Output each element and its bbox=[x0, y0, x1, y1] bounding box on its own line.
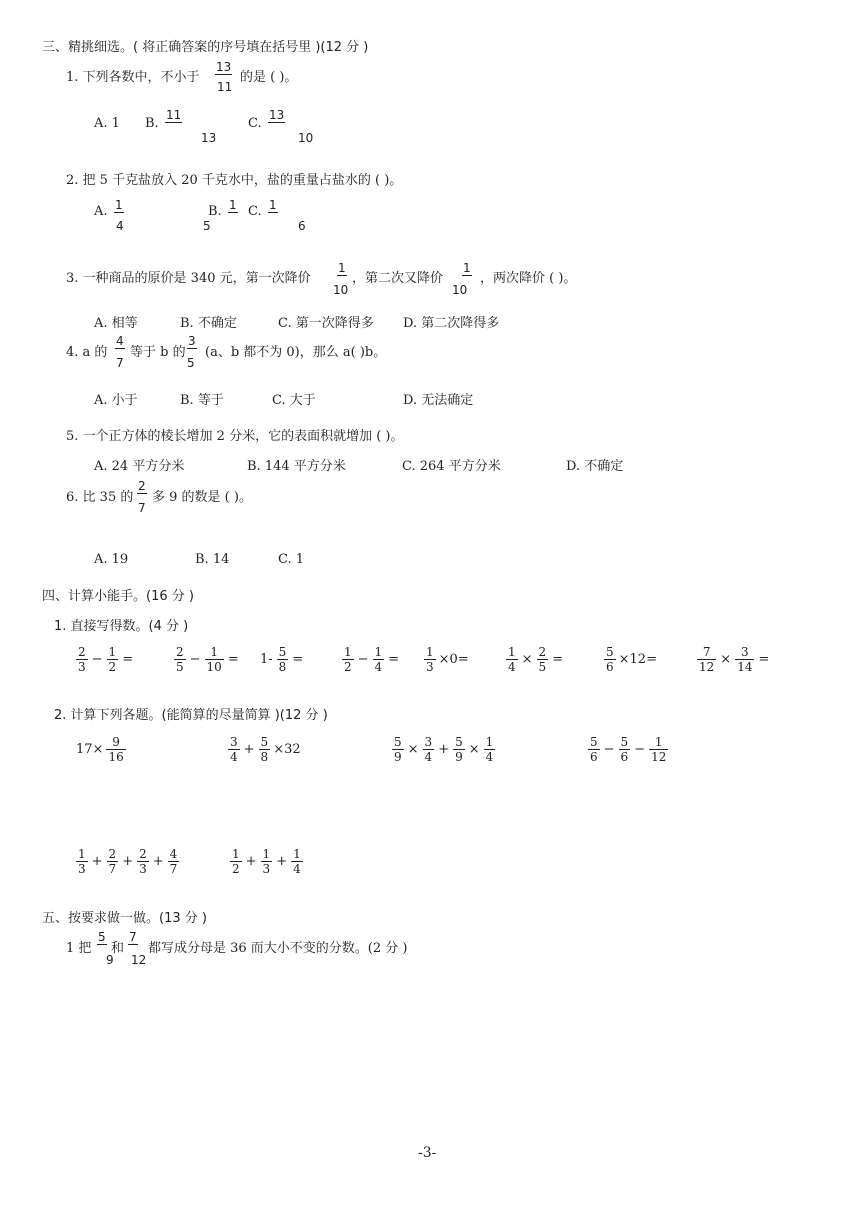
calc-expr-8: $\frac{7}{12}$ × $\frac{3}{14}$ = bbox=[699, 645, 770, 674]
calc-expr-1: $\frac{2}{3}$ − $\frac{1}{2}$ = bbox=[78, 645, 134, 674]
calc2-expr-6: $\frac{1}{2}$ + $\frac{1}{3}$ + $\frac{1}{4}$ bbox=[232, 847, 301, 876]
q1-option-a: A. 1 bbox=[94, 116, 120, 131]
q4-f1-den: 7 bbox=[116, 356, 124, 370]
q3-f2-num: 1 bbox=[463, 261, 471, 275]
calc-expr-7: $\frac{5}{6}$ ×12= bbox=[606, 645, 657, 674]
s5-f1-num: 5 bbox=[98, 930, 106, 944]
q6-text-post: 多 9 的数是 ( )。 bbox=[152, 490, 252, 505]
section-5-title: 五、按要求做一做。(13 分 ) bbox=[42, 911, 207, 926]
page-number: -3- bbox=[418, 1145, 437, 1161]
q3-option-d: D. 第二次降得多 bbox=[403, 316, 500, 331]
calc2-expr-1: 17× $\frac{9}{16}$ bbox=[76, 735, 124, 764]
q3-text-mid: ，第二次又降价 bbox=[352, 271, 444, 286]
question-2: 2. 把 5 千克盐放入 20 千克水中，盐的重量占盐水的 ( )。 bbox=[66, 173, 403, 188]
q3-f2-den: 10 bbox=[452, 283, 468, 297]
q4-f2-num: 3 bbox=[188, 334, 196, 348]
calc-expr-3: 1- $\frac{5}{8}$ = bbox=[260, 645, 304, 674]
q2-a-den: 4 bbox=[116, 219, 124, 233]
q4-option-a: A. 小于 bbox=[94, 393, 138, 408]
q2-option-c: C. bbox=[248, 204, 262, 219]
q6-option-c: C. 1 bbox=[278, 552, 305, 567]
q4-f1-num: 4 bbox=[116, 334, 124, 348]
s5-q1-mid: 和 bbox=[111, 941, 125, 956]
q6-f-den: 7 bbox=[138, 501, 146, 515]
s4-part2-title: 2. 计算下列各题。(能简算的尽量简算 )(12 分 ) bbox=[54, 708, 328, 723]
q1-text-pre: 1. 下列各数中，不小于 bbox=[66, 70, 200, 85]
q2-c-den: 6 bbox=[298, 219, 306, 233]
q1-option-c: C. bbox=[248, 116, 262, 131]
q2-b-den: 5 bbox=[203, 219, 211, 233]
question-5: 5. 一个正方体的棱长增加 2 分米，它的表面积就增加 ( )。 bbox=[66, 429, 404, 444]
q1-option-b: B. bbox=[145, 116, 159, 131]
q4-option-c: C. 大于 bbox=[272, 393, 316, 408]
q1-frac-den: 11 bbox=[217, 80, 233, 94]
q4-text-post: (a、b 都不为 0)，那么 a( )b。 bbox=[205, 345, 387, 360]
q1-frac-num: 13 bbox=[216, 60, 232, 74]
q6-text-pre: 6. 比 35 的 bbox=[66, 490, 134, 505]
q1-c-den: 10 bbox=[298, 131, 314, 145]
s5-f1-den: 9 bbox=[106, 953, 114, 967]
calc-expr-5: $\frac{1}{3}$ ×0= bbox=[426, 645, 469, 674]
q6-option-a: A. 19 bbox=[94, 552, 129, 567]
q3-option-c: C. 第一次降得多 bbox=[278, 316, 374, 331]
s5-q1-post: 都写成分母是 36 而大小不变的分数。(2 分 ) bbox=[148, 941, 408, 956]
calc-expr-6: $\frac{1}{4}$ × $\frac{2}{5}$ = bbox=[508, 645, 564, 674]
calc2-expr-5: $\frac{1}{3}$ + $\frac{2}{7}$ + $\frac{2}{3}$ + $\frac{4}{7}$ bbox=[78, 847, 178, 876]
q5-option-d: D. 不确定 bbox=[566, 459, 624, 474]
section-4-title: 四、计算小能手。(16 分 ) bbox=[42, 589, 194, 604]
q4-f2-den: 5 bbox=[187, 356, 195, 370]
q6-f-num: 2 bbox=[138, 479, 146, 493]
q3-option-b: B. 不确定 bbox=[180, 316, 237, 331]
q2-option-b: B. bbox=[208, 204, 222, 219]
q4-text-mid: 等于 b 的 bbox=[130, 345, 186, 360]
q1-b-den: 13 bbox=[201, 131, 217, 145]
calc2-expr-3: $\frac{5}{9}$ × $\frac{3}{4}$ + $\frac{5}{9}$ × $\frac{1}{4}$ bbox=[394, 735, 494, 764]
s5-f2-num: 7 bbox=[129, 930, 137, 944]
q1-text-post: 的是 ( )。 bbox=[240, 70, 298, 85]
q3-f1-num: 1 bbox=[338, 261, 346, 275]
q1-b-num: 11 bbox=[166, 108, 182, 122]
s5-q1-pre: 1 把 bbox=[66, 941, 92, 956]
question-1 bbox=[66, 66, 200, 85]
q5-option-c: C. 264 平方分米 bbox=[402, 459, 501, 474]
calc-expr-4: $\frac{1}{2}$ − $\frac{1}{4}$ = bbox=[344, 645, 400, 674]
q4-text-pre: 4. a 的 bbox=[66, 345, 108, 360]
q5-option-a: A. 24 平方分米 bbox=[94, 459, 185, 474]
q2-a-num: 1 bbox=[115, 198, 123, 212]
q6-option-b: B. 14 bbox=[195, 552, 230, 567]
q2-c-num: 1 bbox=[269, 198, 277, 212]
q2-b-num: 1 bbox=[229, 198, 237, 212]
q3-text-pre: 3. 一种商品的原价是 340 元，第一次降价 bbox=[66, 271, 311, 286]
calc2-expr-4: $\frac{5}{6}$ − $\frac{5}{6}$ − $\frac{1}{12}$ bbox=[590, 735, 667, 764]
q3-text-post: ，两次降价 ( )。 bbox=[480, 271, 577, 286]
q3-f1-den: 10 bbox=[333, 283, 349, 297]
s5-f2-den: 12 bbox=[131, 953, 147, 967]
q3-option-a: A. 相等 bbox=[94, 316, 138, 331]
q4-option-d: D. 无法确定 bbox=[403, 393, 474, 408]
calc-expr-2: $\frac{2}{5}$ − $\frac{1}{10}$ = bbox=[176, 645, 239, 674]
s4-part1-title: 1. 直接写得数。(4 分 ) bbox=[54, 619, 189, 634]
q2-option-a: A. bbox=[94, 204, 108, 219]
q4-option-b: B. 等于 bbox=[180, 393, 224, 408]
q1-c-num: 13 bbox=[269, 108, 285, 122]
calc2-expr-2: $\frac{3}{4}$ + $\frac{5}{8}$ ×32 bbox=[230, 735, 301, 764]
section-3-title: 三、精挑细选。( 将正确答案的序号填在括号里 )(12 分 ) bbox=[42, 40, 369, 55]
q5-option-b: B. 144 平方分米 bbox=[247, 459, 346, 474]
